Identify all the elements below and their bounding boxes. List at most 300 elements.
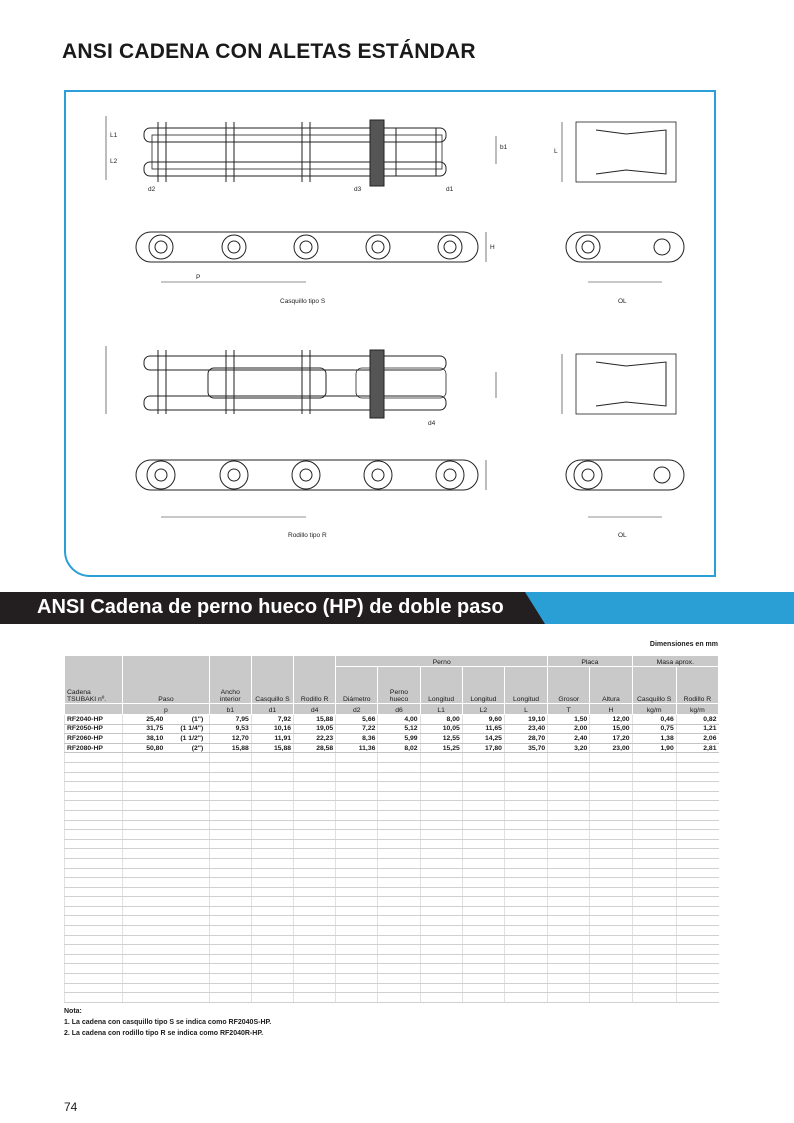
group-header-pin: Perno: [336, 656, 548, 667]
empty-cell: [462, 878, 504, 888]
empty-cell: [294, 983, 336, 993]
empty-cell: [209, 839, 251, 849]
empty-cell: [378, 801, 420, 811]
empty-cell: [65, 830, 123, 840]
table-cell: 4,00: [378, 715, 420, 725]
roller-type-caption: Rodillo tipo R: [288, 532, 327, 539]
empty-cell: [504, 935, 547, 945]
note-item: 1. La cadena con casquillo tipo S se indica como RF2040S-HP.: [64, 1019, 272, 1026]
empty-cell: [676, 753, 718, 763]
empty-cell: [504, 878, 547, 888]
empty-cell: [632, 839, 676, 849]
cell-chain-number: RF2080-HP: [65, 743, 123, 753]
col-header-inner-width: Ancho interior: [209, 656, 251, 704]
empty-cell: [632, 762, 676, 772]
empty-cell: [590, 906, 632, 916]
empty-cell: [65, 753, 123, 763]
empty-cell: [420, 954, 462, 964]
empty-cell: [462, 810, 504, 820]
empty-cell: [462, 964, 504, 974]
col-header-length-l: Longitud: [504, 667, 547, 704]
empty-cell: [251, 993, 293, 1003]
empty-cell: [632, 772, 676, 782]
col-header-length-l1: Longitud: [420, 667, 462, 704]
empty-cell: [632, 906, 676, 916]
empty-cell: [65, 926, 123, 936]
empty-cell: [209, 878, 251, 888]
empty-cell: [676, 820, 718, 830]
empty-cell: [420, 993, 462, 1003]
empty-cell: [123, 974, 209, 984]
page-title: ANSI CADENA CON ALETAS ESTÁNDAR: [62, 40, 476, 63]
empty-cell: [251, 772, 293, 782]
empty-cell: [590, 782, 632, 792]
bush-ol-end-view: [562, 122, 676, 182]
table-cell: 2,00: [548, 724, 590, 734]
table-cell: 7,95: [209, 715, 251, 725]
col-header-bush-s: Casquillo S: [251, 656, 293, 704]
empty-cell: [462, 897, 504, 907]
empty-cell: [123, 935, 209, 945]
table-cell: 9,60: [462, 715, 504, 725]
table-cell: 8,36: [336, 734, 378, 744]
table-cell: 11,65: [462, 724, 504, 734]
table-cell: 5,66: [336, 715, 378, 725]
empty-cell: [504, 820, 547, 830]
empty-cell: [209, 849, 251, 859]
empty-cell: [209, 954, 251, 964]
empty-cell: [378, 964, 420, 974]
empty-cell: [504, 839, 547, 849]
empty-cell: [294, 906, 336, 916]
note-item: 2. La cadena con rodillo tipo R se indica como RF2040R-HP.: [64, 1030, 264, 1037]
empty-cell: [251, 868, 293, 878]
empty-cell: [378, 974, 420, 984]
empty-cell: [504, 830, 547, 840]
empty-table-row: [65, 858, 719, 868]
empty-cell: [548, 868, 590, 878]
empty-cell: [251, 791, 293, 801]
empty-cell: [548, 878, 590, 888]
empty-cell: [378, 868, 420, 878]
empty-cell: [420, 810, 462, 820]
empty-cell: [632, 964, 676, 974]
empty-cell: [336, 974, 378, 984]
empty-cell: [462, 782, 504, 792]
empty-table-row: [65, 801, 719, 811]
empty-cell: [548, 897, 590, 907]
empty-table-row: [65, 993, 719, 1003]
table-cell: 5,12: [378, 724, 420, 734]
empty-cell: [123, 762, 209, 772]
table-cell: 15,00: [590, 724, 632, 734]
empty-cell: [378, 897, 420, 907]
bush-type-caption: Casquillo tipo S: [280, 298, 326, 305]
empty-cell: [65, 935, 123, 945]
cell-pitch-mm: 50,80: [146, 744, 164, 752]
empty-cell: [209, 974, 251, 984]
table-cell: 7,22: [336, 724, 378, 734]
empty-cell: [548, 983, 590, 993]
empty-cell: [65, 964, 123, 974]
empty-cell: [251, 887, 293, 897]
empty-cell: [209, 810, 251, 820]
empty-cell: [209, 868, 251, 878]
table-cell: 12,70: [209, 734, 251, 744]
empty-cell: [632, 993, 676, 1003]
empty-cell: [548, 974, 590, 984]
empty-cell: [590, 868, 632, 878]
empty-cell: [420, 916, 462, 926]
table-cell: 3,20: [548, 743, 590, 753]
table-cell: 19,10: [504, 715, 547, 725]
empty-cell: [294, 964, 336, 974]
cell-pitch: [123, 743, 209, 753]
empty-cell: [590, 801, 632, 811]
cell-pitch-inch: (1"): [191, 715, 204, 723]
empty-cell: [294, 830, 336, 840]
empty-cell: [462, 868, 504, 878]
cell-chain-number: RF2040-HP: [65, 715, 123, 725]
empty-cell: [123, 906, 209, 916]
empty-cell: [251, 878, 293, 888]
empty-cell: [123, 868, 209, 878]
empty-cell: [462, 945, 504, 955]
empty-cell: [378, 753, 420, 763]
empty-cell: [504, 974, 547, 984]
dim-label-b1: b1: [500, 144, 508, 151]
empty-cell: [336, 878, 378, 888]
table-cell: 10,05: [420, 724, 462, 734]
empty-table-row: [65, 945, 719, 955]
empty-cell: [632, 810, 676, 820]
empty-cell: [378, 791, 420, 801]
empty-cell: [336, 782, 378, 792]
empty-cell: [676, 926, 718, 936]
empty-cell: [336, 762, 378, 772]
empty-cell: [251, 820, 293, 830]
empty-cell: [123, 887, 209, 897]
col-header-pitch: Paso: [123, 656, 209, 704]
empty-cell: [548, 964, 590, 974]
empty-cell: [65, 906, 123, 916]
table-cell: 17,80: [462, 743, 504, 753]
empty-cell: [123, 772, 209, 782]
empty-cell: [676, 858, 718, 868]
empty-cell: [676, 849, 718, 859]
empty-table-row: [65, 926, 719, 936]
empty-cell: [420, 830, 462, 840]
empty-cell: [420, 762, 462, 772]
empty-cell: [420, 858, 462, 868]
empty-table-row: [65, 820, 719, 830]
empty-cell: [504, 897, 547, 907]
empty-cell: [209, 983, 251, 993]
empty-cell: [548, 782, 590, 792]
symbol-cell: d1: [251, 704, 293, 715]
empty-cell: [123, 878, 209, 888]
empty-cell: [336, 849, 378, 859]
cell-pitch-mm: 31,75: [146, 725, 164, 733]
empty-cell: [123, 916, 209, 926]
table-cell: 19,05: [294, 724, 336, 734]
table-cell: 2,06: [676, 734, 718, 744]
dim-label-h: H: [490, 244, 495, 251]
empty-cell: [462, 830, 504, 840]
empty-table-row: [65, 839, 719, 849]
empty-cell: [676, 810, 718, 820]
empty-cell: [251, 753, 293, 763]
empty-cell: [590, 762, 632, 772]
empty-cell: [676, 878, 718, 888]
empty-cell: [462, 935, 504, 945]
empty-cell: [420, 791, 462, 801]
empty-cell: [632, 782, 676, 792]
empty-cell: [209, 762, 251, 772]
empty-cell: [632, 878, 676, 888]
empty-cell: [548, 753, 590, 763]
empty-cell: [504, 906, 547, 916]
empty-cell: [504, 983, 547, 993]
cell-pitch: [123, 724, 209, 734]
empty-cell: [504, 993, 547, 1003]
empty-cell: [378, 935, 420, 945]
empty-cell: [676, 993, 718, 1003]
empty-cell: [123, 791, 209, 801]
empty-cell: [65, 983, 123, 993]
empty-cell: [676, 916, 718, 926]
empty-cell: [378, 849, 420, 859]
empty-cell: [632, 926, 676, 936]
empty-cell: [462, 762, 504, 772]
empty-cell: [251, 916, 293, 926]
empty-cell: [462, 954, 504, 964]
empty-cell: [420, 926, 462, 936]
empty-cell: [632, 791, 676, 801]
empty-cell: [378, 782, 420, 792]
table-cell: 28,58: [294, 743, 336, 753]
empty-cell: [336, 791, 378, 801]
symbol-cell: kg/m: [632, 704, 676, 715]
empty-cell: [676, 772, 718, 782]
empty-cell: [123, 858, 209, 868]
cell-pitch-mm: 25,40: [146, 715, 164, 723]
table-cell: 15,25: [420, 743, 462, 753]
cell-pitch-inch: (1 1/4"): [180, 725, 204, 733]
empty-cell: [294, 954, 336, 964]
empty-cell: [676, 974, 718, 984]
empty-cell: [462, 887, 504, 897]
empty-table-row: [65, 964, 719, 974]
empty-cell: [294, 945, 336, 955]
empty-cell: [676, 839, 718, 849]
empty-cell: [676, 868, 718, 878]
empty-cell: [209, 945, 251, 955]
table-cell: 2,81: [676, 743, 718, 753]
table-cell: 10,16: [251, 724, 293, 734]
empty-cell: [420, 753, 462, 763]
empty-cell: [294, 974, 336, 984]
empty-cell: [462, 849, 504, 859]
notes-heading: Nota:: [64, 1008, 82, 1015]
empty-cell: [378, 945, 420, 955]
empty-cell: [123, 801, 209, 811]
table-row: [65, 743, 719, 753]
empty-table-row: [65, 974, 719, 984]
empty-cell: [336, 935, 378, 945]
empty-cell: [420, 839, 462, 849]
empty-cell: [251, 810, 293, 820]
empty-cell: [676, 964, 718, 974]
empty-cell: [209, 753, 251, 763]
ol-caption-bottom: OL: [618, 532, 627, 539]
dim-label-d1: d1: [446, 186, 454, 193]
empty-cell: [251, 782, 293, 792]
symbol-cell: p: [123, 704, 209, 715]
empty-cell: [378, 993, 420, 1003]
empty-cell: [378, 762, 420, 772]
empty-cell: [209, 782, 251, 792]
empty-cell: [65, 868, 123, 878]
empty-cell: [65, 993, 123, 1003]
table-cell: 1,90: [632, 743, 676, 753]
empty-cell: [336, 887, 378, 897]
empty-cell: [251, 839, 293, 849]
page-number: 74: [64, 1100, 78, 1114]
table-cell: 28,70: [504, 734, 547, 744]
empty-cell: [590, 772, 632, 782]
roller-ol-side-view: [566, 460, 684, 517]
empty-cell: [590, 887, 632, 897]
empty-cell: [462, 791, 504, 801]
empty-cell: [504, 801, 547, 811]
dim-label-l2: L2: [110, 158, 118, 165]
empty-cell: [65, 916, 123, 926]
empty-cell: [336, 983, 378, 993]
empty-cell: [294, 897, 336, 907]
empty-cell: [462, 858, 504, 868]
empty-cell: [632, 935, 676, 945]
empty-cell: [65, 897, 123, 907]
empty-cell: [123, 849, 209, 859]
empty-cell: [294, 849, 336, 859]
empty-cell: [65, 945, 123, 955]
table-cell: 0,75: [632, 724, 676, 734]
table-cell: 5,99: [378, 734, 420, 744]
empty-cell: [632, 858, 676, 868]
empty-cell: [209, 858, 251, 868]
empty-cell: [504, 849, 547, 859]
empty-cell: [294, 858, 336, 868]
empty-cell: [336, 753, 378, 763]
empty-cell: [65, 810, 123, 820]
empty-cell: [462, 926, 504, 936]
empty-cell: [548, 993, 590, 1003]
empty-cell: [294, 810, 336, 820]
empty-cell: [123, 820, 209, 830]
table-cell: 12,00: [590, 715, 632, 725]
empty-cell: [251, 926, 293, 936]
col-header-mass-bush: Casquillo S: [632, 667, 676, 704]
empty-cell: [294, 820, 336, 830]
empty-cell: [676, 935, 718, 945]
empty-cell: [676, 897, 718, 907]
empty-cell: [209, 935, 251, 945]
empty-cell: [336, 858, 378, 868]
empty-cell: [65, 878, 123, 888]
table-cell: 22,23: [294, 734, 336, 744]
empty-cell: [548, 839, 590, 849]
table-row: [65, 734, 719, 744]
symbol-cell: d4: [294, 704, 336, 715]
empty-cell: [590, 926, 632, 936]
empty-cell: [676, 945, 718, 955]
empty-cell: [336, 926, 378, 936]
table-cell: 17,20: [590, 734, 632, 744]
empty-cell: [123, 753, 209, 763]
empty-cell: [336, 954, 378, 964]
empty-cell: [590, 983, 632, 993]
empty-cell: [123, 830, 209, 840]
empty-cell: [676, 801, 718, 811]
roller-chain-side-view: [136, 460, 486, 517]
empty-cell: [251, 935, 293, 945]
empty-cell: [336, 897, 378, 907]
spec-table-body: [65, 715, 719, 1003]
empty-cell: [294, 993, 336, 1003]
empty-cell: [590, 791, 632, 801]
empty-cell: [336, 820, 378, 830]
empty-cell: [676, 954, 718, 964]
empty-cell: [378, 772, 420, 782]
empty-cell: [65, 887, 123, 897]
empty-cell: [548, 810, 590, 820]
dim-label-l1: L1: [110, 132, 118, 139]
empty-cell: [632, 954, 676, 964]
empty-cell: [590, 753, 632, 763]
empty-table-row: [65, 878, 719, 888]
empty-cell: [378, 954, 420, 964]
empty-cell: [209, 830, 251, 840]
empty-cell: [336, 916, 378, 926]
empty-cell: [209, 906, 251, 916]
empty-cell: [420, 945, 462, 955]
empty-cell: [294, 772, 336, 782]
empty-cell: [504, 945, 547, 955]
empty-cell: [590, 945, 632, 955]
table-cell: 8,00: [420, 715, 462, 725]
empty-cell: [504, 772, 547, 782]
empty-cell: [590, 820, 632, 830]
col-header-diameter: Diámetro: [336, 667, 378, 704]
empty-cell: [123, 983, 209, 993]
table-cell: 15,88: [209, 743, 251, 753]
dim-label-d2: d2: [148, 186, 156, 193]
empty-cell: [548, 762, 590, 772]
empty-cell: [590, 839, 632, 849]
empty-cell: [462, 916, 504, 926]
cell-pitch: [123, 715, 209, 725]
empty-cell: [251, 830, 293, 840]
empty-cell: [676, 887, 718, 897]
empty-cell: [251, 964, 293, 974]
empty-cell: [420, 983, 462, 993]
empty-cell: [504, 887, 547, 897]
empty-cell: [378, 887, 420, 897]
empty-cell: [632, 753, 676, 763]
roller-ol-end-view: [562, 354, 676, 414]
empty-cell: [590, 974, 632, 984]
